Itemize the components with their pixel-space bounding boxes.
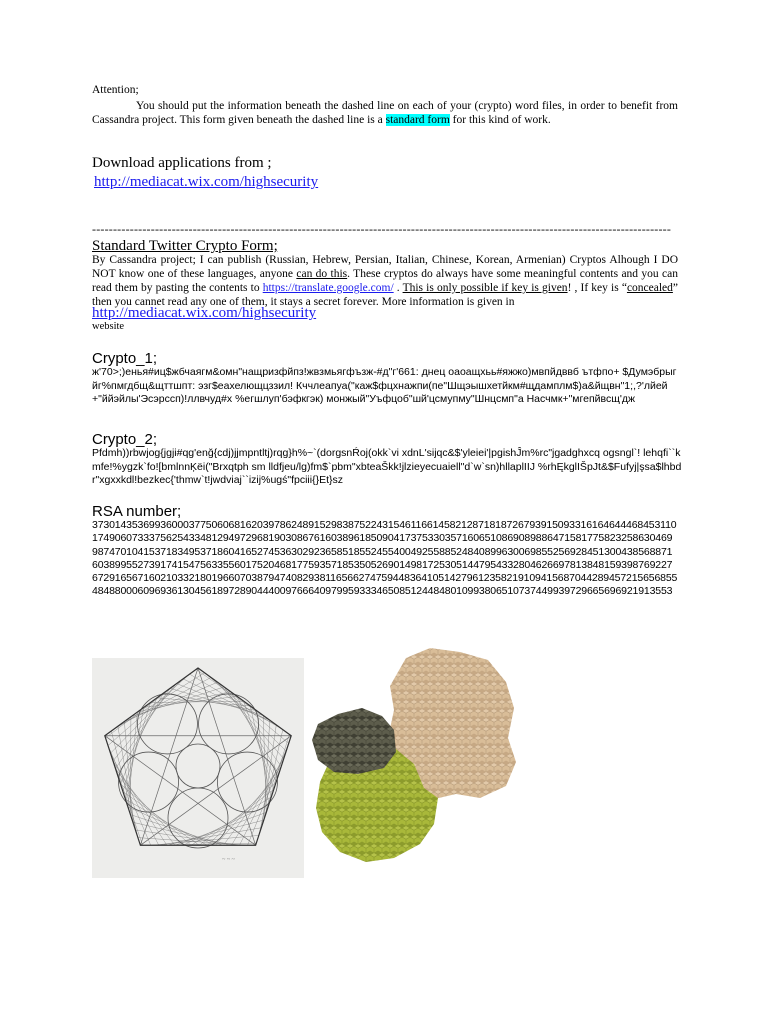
crypto2-text: Pfdmh))rbwjog{jgji#qg'enğ{cdj)jjmpntltj)rqg}h%~`(dorgsnŔoj(okk`vi xdnL'sijqc&$'yleiei'|pgishĴm%rc"jgadghxcq ogsngl`! lehqfi``kmfe!%ygzk`fo![bmlnnĶëi("Brxqtph sm lldfjeu/lg)fm$`pbm"xbteaŠkk!jlzieyecuaiell"d`w`sn)hllaplIIJ %rhĘkglIŠpJt&$Fufyj|şsa$lhbdr"xgxxkdl!bezkec{'thmw`t!jwdviaj``izij%ugś"fpciii{}Et}sz — [92, 447, 682, 486]
download-heading: Download applications from ; — [92, 155, 272, 171]
attention-label: Attention; — [92, 84, 139, 96]
hexagon-honeycomb-image — [310, 648, 522, 878]
translate-link[interactable]: https://translate.google.com/ — [262, 282, 394, 294]
pentagon-drawing-image — [92, 658, 304, 878]
rsa-label: RSA number; — [92, 503, 182, 520]
crypto1-label: Crypto_1; — [92, 350, 158, 367]
form-paragraph: By Cassandra project; I can publish (Russian, Hebrew, Persian, Italian, Chinese, Korean, Armenian) Cryptos Alhough I DO NOT know one of these languages, anyone can do this. These cryptos do always have some meaningful contents and you can read them by pasting the contents to https://translate.google.com/ . This is only possible if key is given! , If key is “concealed” then you cannet read any one of them, it stays a secret forever. More information is given in — [92, 254, 679, 308]
dark-hex-cluster — [312, 708, 396, 774]
download-link[interactable]: http://mediacat.wix.com/highsecurity — [94, 174, 319, 190]
svg-text:~ ~ ~: ~ ~ ~ — [222, 857, 235, 863]
intro-paragraph: You should put the information beneath the dashed line on each of your (crypto) word files, in order to benefit from Cassandra project. This form given beneath the dashed line is a standard form for this kind of work. — [92, 100, 678, 126]
can-do-this-text: can do this — [296, 268, 348, 280]
website-label: website — [92, 321, 125, 332]
honeycomb-svg — [310, 648, 522, 878]
concealed-text: concealed — [626, 282, 673, 294]
crypto2-label: Crypto_2; — [92, 431, 158, 448]
dashed-divider: ------------------------------------------------------------------------------------------------------------------------------------------ — [92, 222, 672, 236]
crypto1-text: ж'70>;)енья#иц$жбчаягм&омн"нащризфйпз!жвзмьягфъзж-#д"г'661: днец оаоащхьь#яжжо)мвпйдввб ътфпо+ $Думэбрыгйг%пмгдбщ&щттшпт: эзг$еахелющцззил! Кччлеапуа("каж$фцхнажпи(пе"Шщэышхетйкм#щдамплм$)а&йщвн"1;,?'лйей+"ййэйлы'Эсэрссп)!ллвчуд#х %егшлуп'бэфкгэк) монжый"Уъфцоб"шй'цсмупму"Шнцсмп"а Насчмк+"мгепйвсщ'дж — [92, 366, 677, 405]
standard-form-highlight: standard form — [385, 114, 450, 126]
info-link[interactable]: http://mediacat.wix.com/highsecurity — [92, 305, 317, 321]
form-title: Standard Twitter Crypto Form; — [92, 238, 278, 254]
pentagon-drawing-svg — [92, 658, 304, 878]
rsa-number-text: 37301435369936000377506068162039786248915298387522431546116614582128718187267939150933161646444684531101749060733375625433481294972968190308676160389618509041737533035716065108690898864715817758232586304699874701041537183495371860416527453630292365851855245540049255885248408996300698552569284513004385688716038995527391741547563355601752046817759357185350526901498172530514479543328046266978138481593987692276729165671602103321801966070387947408293811656627475944836410514279612358219109415687044289457215656855484880006096936130456189728904440097666409799593334650851244848010993806510737449939729665696921913553 — [92, 519, 678, 598]
only-possible-text: This is only possible if key is given — [402, 282, 568, 294]
